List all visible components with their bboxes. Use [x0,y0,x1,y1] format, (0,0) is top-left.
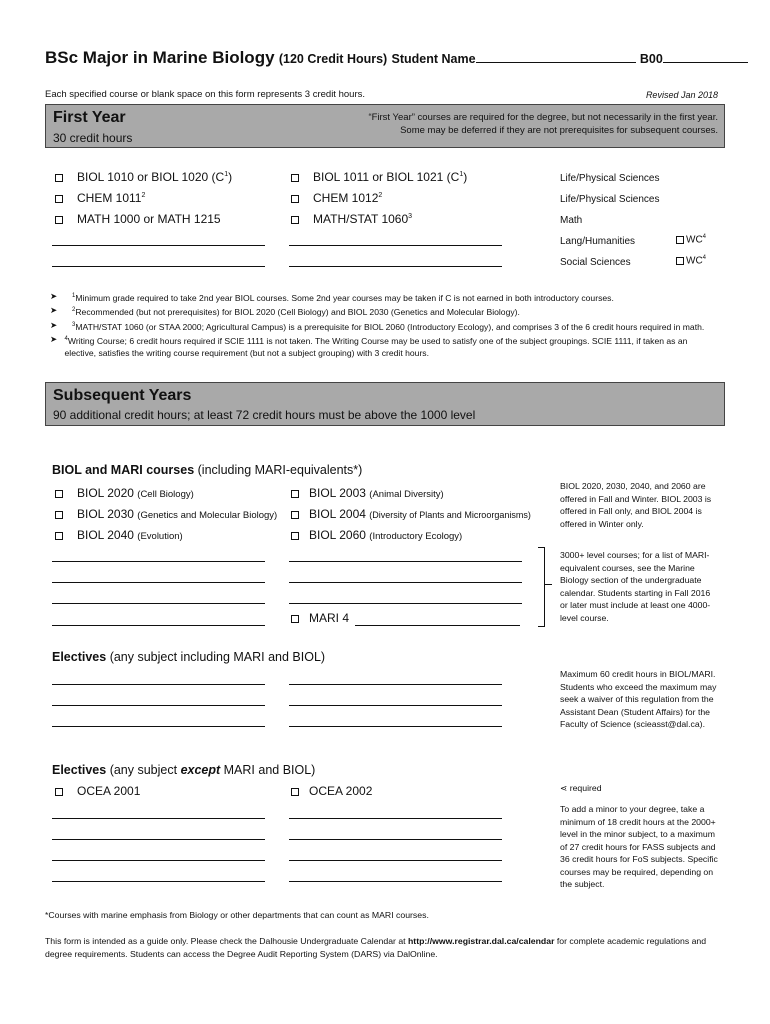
heading-rest: (including MARI-equivalents*) [194,463,363,477]
wc-sup: 4 [702,255,707,261]
course-code: OCEA 2001 [77,784,141,798]
biol-mari-heading [52,463,362,477]
checkbox[interactable] [55,195,63,203]
checkbox[interactable] [291,532,299,540]
blank-line[interactable] [289,561,522,562]
footnotes [50,290,718,360]
checkbox[interactable] [291,615,299,623]
first-year-note-line2: Some may be deferred if they are not prerequisites for subsequent courses. [400,125,718,136]
heading-pre: (any subject [106,763,181,777]
grouping-1: Life/Physical Sciences [560,173,660,184]
blank-line[interactable] [289,684,502,685]
checkbox[interactable] [291,216,299,224]
course-label: CHEM 1011 [77,191,142,205]
blank-line[interactable] [52,582,265,583]
first-year-subtitle: 30 credit hours [53,131,133,145]
grouping-3: Math [560,215,583,226]
checkbox[interactable] [676,236,684,244]
course-code: BIOL 2060 [309,528,366,542]
blank-line[interactable] [289,582,522,583]
minor-note: To add a minor to your degree, take a minimum of 18 credit hours at the 2000+ level in the minor subject, to a maximum of 27 credit hours for FASS subjects and 36 credit hours for FoS subjects. Specific courses may be required, depending on the subject. [560,804,718,889]
blank-line[interactable] [289,705,502,706]
checkbox[interactable] [55,511,63,519]
footnote-sup: 2 [72,307,76,314]
blank-line[interactable] [52,561,265,562]
first-year-band [45,104,725,148]
checkbox[interactable] [676,257,684,265]
course-label: MATH 1000 or MATH 1215 [77,212,221,226]
biol-2030 [55,507,277,521]
arrow-bullet-icon: ➤ [50,334,58,345]
course-code: BIOL 2004 [309,507,366,521]
biol-offered-note: BIOL 2020, 2030, 2040, and 2060 are offered in Fall and Winter. BIOL 2003 is offered in Fall only, and BIOL 2004 is offered in Winter only. [560,481,712,529]
course-code: OCEA 2002 [309,784,373,798]
course-sup: 3 [408,213,413,220]
check-arrow-icon: ⋖ [560,783,568,793]
student-name-field[interactable] [476,50,636,63]
arrow-bullet-icon: ➤ [50,305,58,316]
blank-line[interactable] [52,860,265,861]
biol-2003 [291,486,444,500]
wc-sup: 4 [702,234,707,240]
blank-line[interactable] [52,266,265,267]
bracket-tick [544,584,552,585]
blank-line[interactable] [289,245,502,246]
course-label: CHEM 1012 [313,191,379,205]
blank-line[interactable] [289,818,502,819]
electives-1-heading [52,650,325,664]
course-code: BIOL 2030 [77,507,134,521]
blank-line[interactable] [52,684,265,685]
footnote-text: Minimum grade required to take 2nd year BIOL courses. Some 2nd year courses may be taken if C is not earned in both introductory courses. [75,292,614,303]
grouping-2: Life/Physical Sciences [560,194,660,205]
grouping-5: Social Sciences [560,257,631,268]
first-year-title: First Year [53,109,126,126]
calendar-link[interactable]: http://www.registrar.dal.ca/calendar [408,936,555,946]
blank-line[interactable] [52,839,265,840]
course-name: (Animal Diversity) [369,489,444,500]
ocea-2002 [291,784,372,798]
checkbox[interactable] [291,788,299,796]
heading-italic: except [180,763,221,777]
checkbox[interactable] [55,174,63,182]
blank-line[interactable] [52,603,265,604]
mari-4-course [291,611,349,625]
course-code: MARI 4 [309,611,350,625]
form-title [45,48,748,68]
wc-label: WC [686,234,703,246]
blank-line[interactable] [289,266,502,267]
checkbox[interactable] [55,490,63,498]
blank-line[interactable] [289,603,522,604]
fy-course-left-1 [55,170,232,184]
arrow-bullet-icon: ➤ [50,291,58,301]
blank-line[interactable] [52,625,265,626]
course-label: BIOL 1010 or BIOL 1020 (C [77,170,225,184]
subsequent-subtitle: 90 additional credit hours; at least 72 credit hours must be above the 1000 level [53,408,476,422]
level-3000-note: 3000+ level courses; for a list of MARI-equivalent courses, see the Marine Biology section of the undergraduate calendar. Students starting in Fall 2016 or later must include at least one 4000-level course. [560,550,711,623]
subsequent-title: Subsequent Years [53,387,192,404]
wc-checkbox-1 [676,234,706,245]
blank-line[interactable] [52,726,265,727]
course-label: MATH/STAT 1060 [313,212,409,226]
heading-rest: (any subject including MARI and BIOL) [106,650,326,664]
mari-4-blank-line[interactable] [355,625,520,626]
footnote-3 [50,319,718,333]
ocea-2001 [55,784,140,798]
course-tail: ) [228,170,233,184]
blank-line[interactable] [52,881,265,882]
student-id-label: B00 [639,52,663,66]
program-title: BSc Major in Marine Biology [45,48,275,67]
heading-bold: BIOL and MARI courses [52,463,195,477]
course-sup: 2 [378,192,383,199]
course-name: (Cell Biology) [137,489,194,500]
fy-course-left-2 [55,191,145,205]
student-name-label: Student Name [391,52,476,66]
course-code: BIOL 2003 [309,486,366,500]
course-name: (Genetics and Molecular Biology) [137,510,278,521]
footnote-text: MATH/STAT 1060 (or STAA 2000; Agricultural Campus) is a prerequisite for BIOL 2060 (Introductory Ecology), and comprises 3 of the 6 credit hours required in math. [75,321,705,332]
course-label: BIOL 1011 or BIOL 1021 (C [313,170,460,184]
required-label: required [569,783,602,793]
first-year-note-line1: “First Year” courses are required for the degree, but not necessarily in the first year. [368,112,718,123]
checkbox[interactable] [55,216,63,224]
footnote-sup: 4 [64,336,68,343]
fy-course-right-2 [291,191,382,205]
wc-label: WC [686,255,703,267]
max-credit-note: Maximum 60 credit hours in BIOL/MARI. Students who exceed the maximum may seek a waiver of this regulation from the Assistant Dean (Student Affairs) for the Faculty of Science (scieasst@dal.ca). [560,669,717,729]
blank-line[interactable] [289,860,502,861]
checkbox[interactable] [291,195,299,203]
footnote-sup: 1 [72,293,76,299]
footnote-sup: 3 [72,321,76,328]
course-code: BIOL 2040 [77,528,134,542]
wc-checkbox-2 [676,255,706,266]
footnote-1 [50,290,718,304]
heading-post: MARI and BIOL) [220,763,316,777]
blank-line[interactable] [52,245,265,246]
footnote-2 [50,304,718,318]
course-code: BIOL 2020 [77,486,134,500]
instruction-text: Each specified course or blank space on this form represents 3 credit hours. [45,89,365,100]
biol-2040 [55,528,183,542]
subsequent-years-band [45,382,725,426]
grouping-4: Lang/Humanities [560,236,636,247]
first-year-note [368,111,718,137]
biol-2060 [291,528,462,542]
footnote-text: Recommended (but not prerequisites) for BIOL 2020 (Cell Biology) and BIOL 2030 (Genetics and Molecular Biology). [75,307,520,318]
biol-2004 [291,507,531,521]
checkbox[interactable] [291,490,299,498]
guide-note [45,935,720,960]
course-sup: 1 [459,171,464,178]
asterisk-note: *Courses with marine emphasis from Biology or other departments that can count as MARI courses. [45,910,429,920]
footnote-4 [50,333,718,360]
guide-pre: This form is intended as a guide only. Please check the Dalhousie Undergraduate Calendar at [45,936,408,946]
guide-post: for complete academic regulations and degree requirements. Students can access the Degree Audit Reporting System (DARS) via DalOnline. [45,936,707,959]
arrow-bullet-icon: ➤ [50,319,58,330]
course-name: (Diversity of Plants and Microorganisms) [369,510,531,520]
checkbox[interactable] [55,788,63,796]
checkbox[interactable] [291,511,299,519]
blank-line[interactable] [289,726,502,727]
credit-hours: (120 Credit Hours) [278,52,388,66]
fy-course-left-3 [55,212,221,226]
heading-bold: Electives [52,650,107,664]
blank-line[interactable] [52,705,265,706]
footnote-text: Writing Course; 6 credit hours required if SCIE 1111 is not taken. The Writing Course may be used to satisfy one of the subject groupings. SCIE 1111, if taken as an elective, satisfies the writing course requirement (but not a subject grouping) with 3 credit hours. [64,335,688,359]
blank-line[interactable] [289,881,502,882]
biol-2020 [55,486,194,500]
bracket [538,547,545,627]
course-sup: 2 [141,192,146,199]
fy-course-right-1 [291,170,467,184]
checkbox[interactable] [291,174,299,182]
required-note [560,782,602,795]
course-name: (Evolution) [137,531,183,542]
blank-line[interactable] [289,839,502,840]
checkbox[interactable] [55,532,63,540]
blank-line[interactable] [52,818,265,819]
course-name: (Introductory Ecology) [369,531,463,542]
heading-bold: Electives [52,763,107,777]
course-sup: 1 [224,171,229,178]
course-tail: ) [463,170,468,184]
student-id-field[interactable] [663,50,748,63]
electives-2-heading [52,763,315,777]
fy-course-right-3 [291,212,412,226]
revised-date: Revised Jan 2018 [645,90,718,100]
